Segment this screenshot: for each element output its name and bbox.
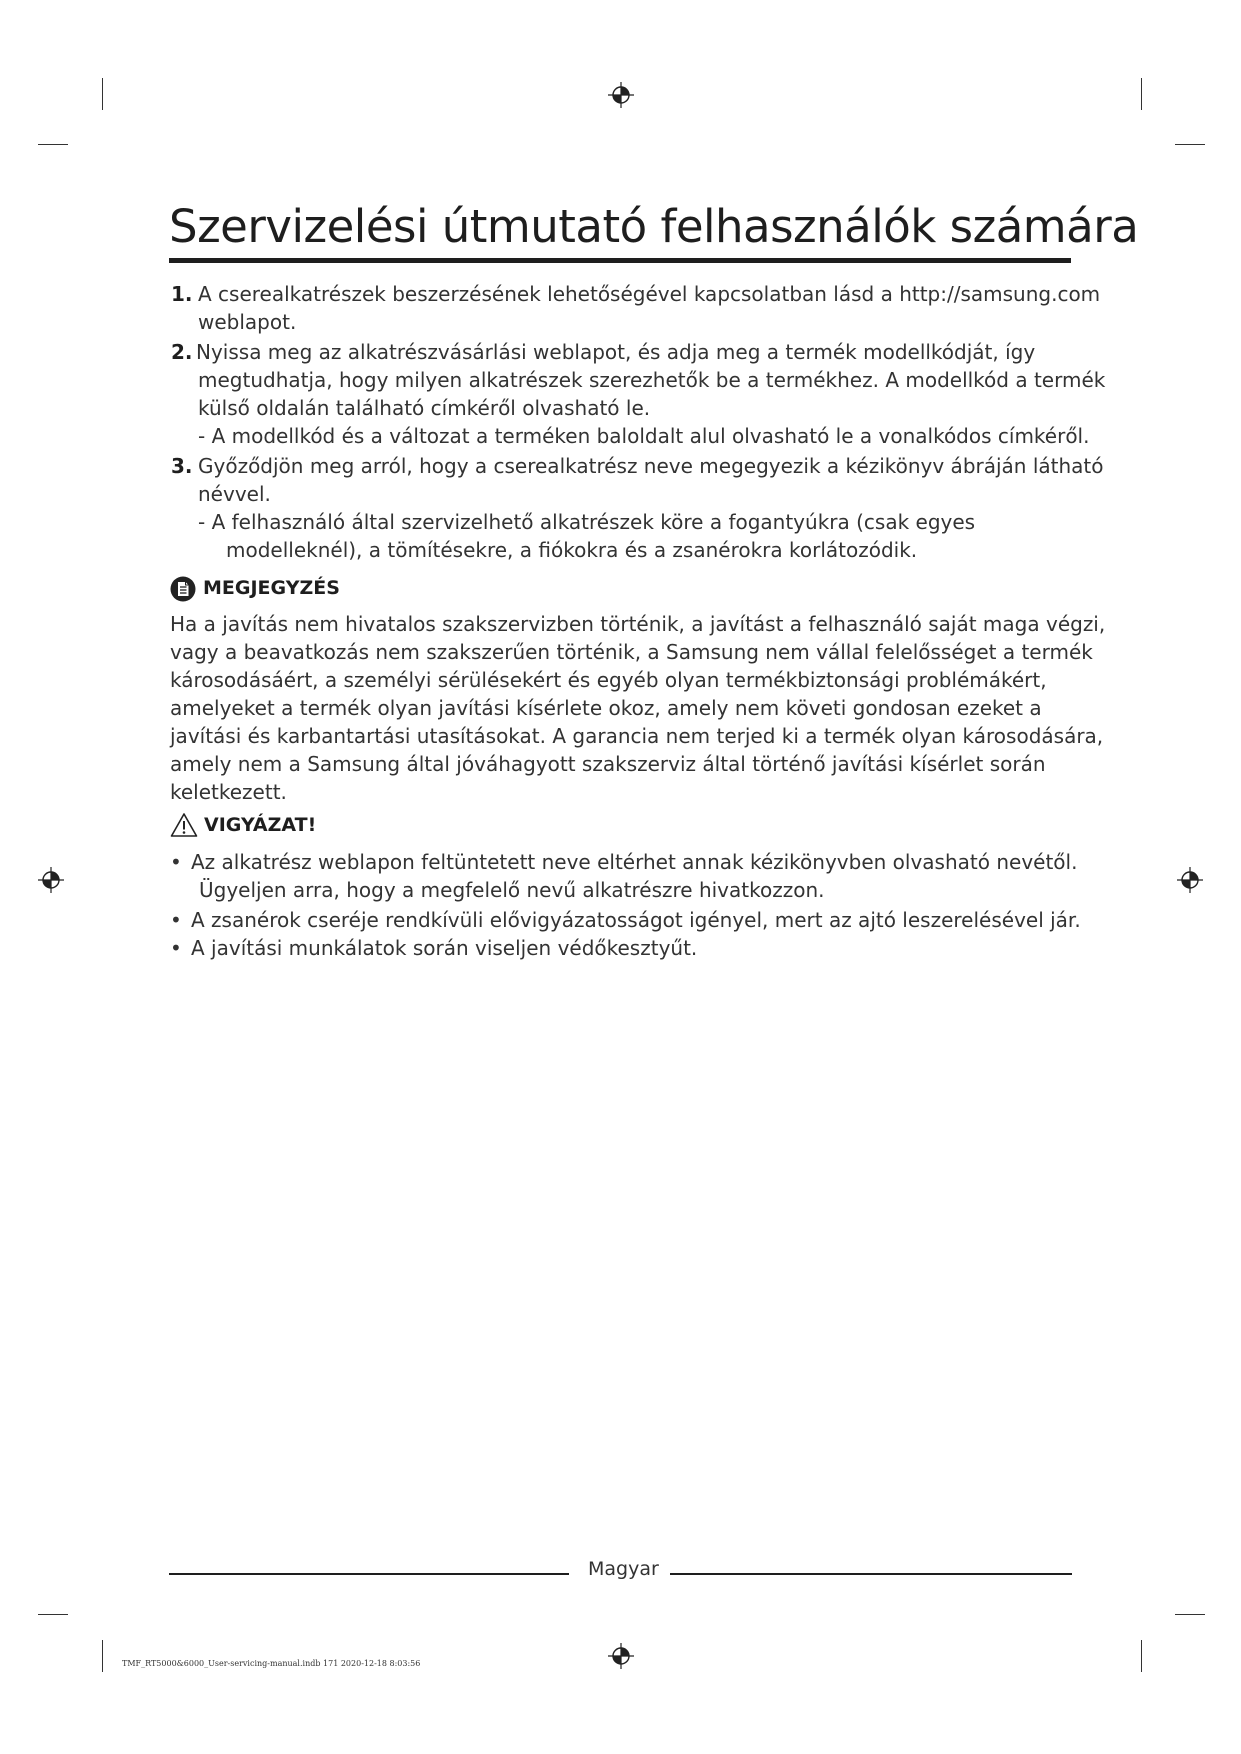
step-sub-line: - A felhasználó által szervizelhető alkatrészek köre a fogantyúkra (csak egyes [198, 510, 976, 534]
crop-mark-top-left-horizontal [38, 144, 68, 145]
warning-triangle-icon [170, 812, 198, 838]
caution-heading: VIGYÁZAT! [204, 814, 317, 836]
step-number: 1. [171, 282, 193, 306]
caution-line: Ügyeljen arra, hogy a megfelelő nevű alkatrészre hivatkozzon. [199, 878, 825, 902]
step-line: weblapot. [198, 310, 297, 334]
crop-mark-bottom-right-horizontal [1175, 1614, 1205, 1615]
footer-rule-right [670, 1573, 1072, 1575]
step-line: névvel. [198, 482, 271, 506]
note-line: javítási és karbantartási utasításokat. A garancia nem terjed ki a termék olyan károsodására, [170, 724, 1104, 748]
step-line: Győződjön meg arról, hogy a cserealkatrész neve megegyezik a kézikönyv ábráján látható [198, 454, 1104, 478]
footer-language: Magyar [588, 1558, 659, 1580]
step-line: külső oldalán található címkéről olvasható le. [198, 396, 651, 420]
step-line: Nyissa meg az alkatrészvásárlási weblapot, és adja meg a termék modellkódját, így [196, 340, 1036, 364]
crop-mark-bottom-right-vertical [1141, 1640, 1142, 1672]
note-line: Ha a javítás nem hivatalos szakszervizben történik, a javítást a felhasználó saját maga végzi, [170, 612, 1106, 636]
caution-line: A javítási munkálatok során viseljen védőkesztyűt. [191, 936, 698, 960]
note-icon [170, 576, 196, 602]
crop-mark-top-right-vertical [1141, 78, 1142, 110]
page-title: Szervizelési útmutató felhasználók számára [169, 200, 1139, 253]
note-line: vagy a beavatkozás nem szakszerűen történik, a Samsung nem vállal felelősséget a termék [170, 640, 1093, 664]
crop-mark-bottom-left-vertical [102, 1640, 103, 1672]
registration-mark-left-icon [38, 867, 64, 893]
note-line: károsodásáért, a személyi sérülésekért és egyéb olyan termékbiztonsági problémákért, [170, 668, 1047, 692]
step-number: 2. [171, 340, 193, 364]
footer-rule-left [169, 1573, 569, 1575]
registration-mark-right-icon [1177, 867, 1203, 893]
bullet-dot: • [170, 908, 182, 932]
bullet-dot: • [170, 936, 182, 960]
note-line: amelyeket a termék olyan javítási kísérlete okoz, amely nem követi gondosan ezeket a [170, 696, 1042, 720]
step-number: 3. [171, 454, 193, 478]
caution-line: A zsanérok cseréje rendkívüli elővigyázatosságot igényel, mert az ajtó leszerelésével jár. [191, 908, 1081, 932]
note-line: keletkezett. [170, 780, 287, 804]
note-line: amely nem a Samsung által jóváhagyott szakszerviz által történő javítási kísérlet során [170, 752, 1046, 776]
crop-mark-top-right-horizontal [1175, 144, 1205, 145]
step-line: megtudhatja, hogy milyen alkatrészek szerezhetők be a termékhez. A modellkód a termék [198, 368, 1106, 392]
step-line: A cserealkatrészek beszerzésének lehetőségével kapcsolatban lásd a http://samsung.com [198, 282, 1101, 306]
step-sub-line: - A modellkód és a változat a terméken baloldalt alul olvasható le a vonalkódos címkéről. [198, 424, 1090, 448]
title-underline [169, 258, 1071, 263]
bullet-dot: • [170, 850, 182, 874]
registration-mark-bottom-icon [608, 1643, 634, 1669]
step-sub-line: modelleknél), a tömítésekre, a fiókokra és a zsanérokra korlátozódik. [226, 538, 918, 562]
note-heading: MEGJEGYZÉS [203, 577, 340, 599]
print-imprint: TMF_RT5000&6000_User-servicing-manual.indb 171 2020-12-18 ￼8:03:56 [122, 1659, 421, 1668]
crop-mark-top-left-vertical [102, 78, 103, 110]
registration-mark-top-icon [608, 82, 634, 108]
caution-line: Az alkatrész weblapon feltüntetett neve eltérhet annak kézikönyvben olvasható nevétől. [191, 850, 1078, 874]
crop-mark-bottom-left-horizontal [38, 1614, 68, 1615]
